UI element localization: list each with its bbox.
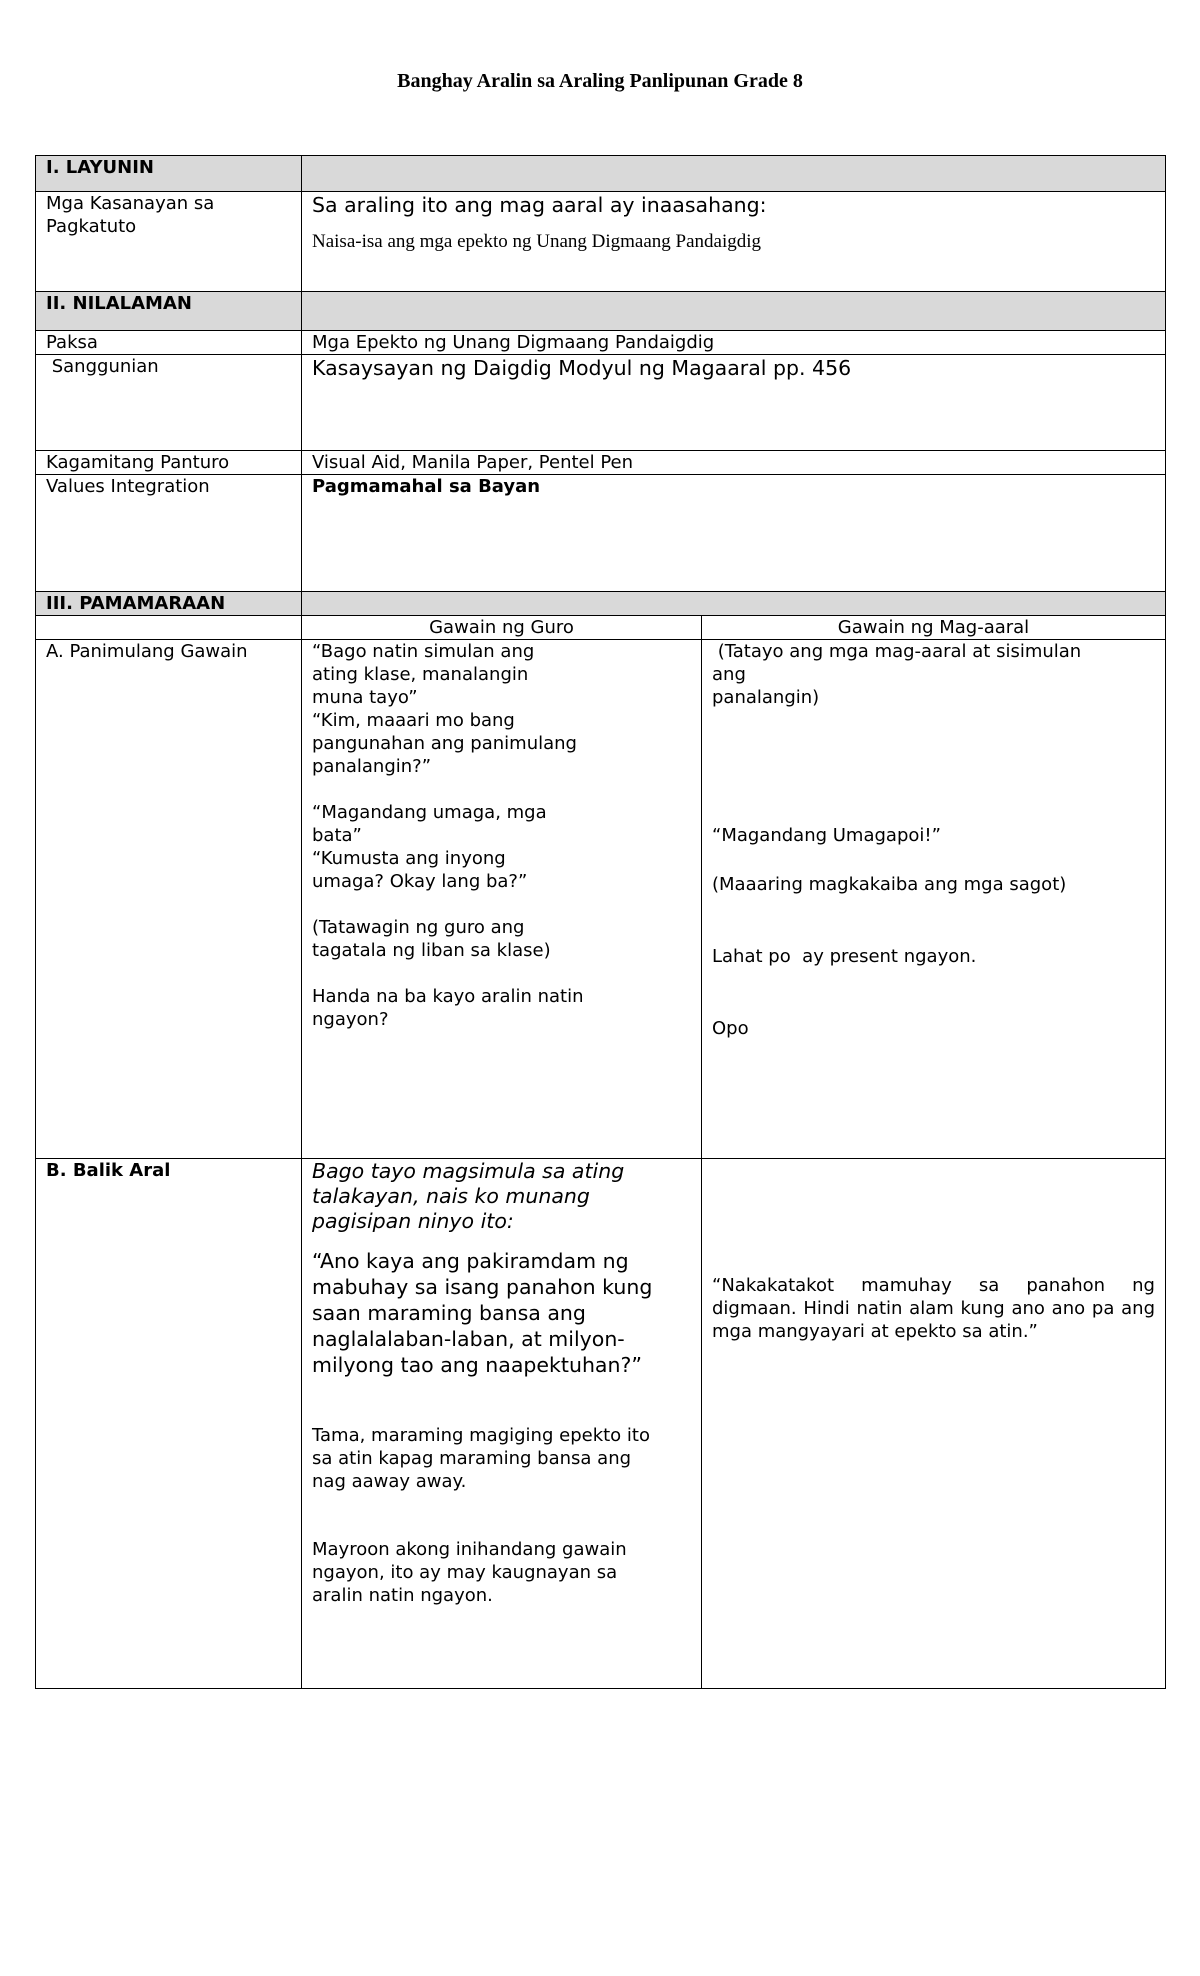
- guro-line: ating klase, manalangin: [312, 664, 529, 685]
- sanggunian-label: Sanggunian: [36, 355, 302, 451]
- balik-aral-label: B. Balik Aral: [36, 1159, 302, 1689]
- magaaral-line: panalangin): [712, 687, 820, 708]
- sanggunian-row: [36, 355, 1166, 451]
- guro-line: “Ano kaya ang pakiramdam ng: [312, 1249, 629, 1273]
- kasanayan-value: [302, 192, 1166, 292]
- panimula-guro: [302, 640, 702, 1159]
- kagamitan-value: Visual Aid, Manila Paper, Pentel Pen: [302, 451, 1166, 475]
- kasanayan-row: [36, 192, 1166, 292]
- section-layunin-row: [36, 156, 1166, 192]
- guro-line: pangunahan ang panimulang: [312, 733, 577, 754]
- balik-aral-row: [36, 1159, 1166, 1689]
- balik-aral-tama: [312, 1424, 691, 1493]
- kasanayan-intro: Sa araling ito ang mag aaral ay inaasahang:: [312, 193, 767, 217]
- balik-aral-magaaral: [702, 1159, 1166, 1689]
- guro-line: ngayon?: [312, 1009, 389, 1030]
- guro-line: umaga? Okay lang ba?”: [312, 871, 528, 892]
- lesson-plan-table: [35, 155, 1166, 1689]
- guro-line: saan maraming bansa ang: [312, 1301, 586, 1325]
- guro-line: naglalalaban-laban, at milyon-: [312, 1327, 625, 1351]
- guro-line: [312, 962, 691, 985]
- magaaral-present: Lahat po ay present ngayon.: [712, 946, 977, 967]
- guro-line: aralin natin ngayon.: [312, 1585, 493, 1606]
- guro-line: “Magandang umaga, mga: [312, 802, 547, 823]
- guro-line: ngayon, ito ay may kaugnayan sa: [312, 1562, 618, 1583]
- panimula-row: [36, 640, 1166, 1159]
- guro-line: Mayroon akong inihandang gawain: [312, 1539, 627, 1560]
- section-nilalaman-row: [36, 292, 1166, 331]
- guro-line: milyong tao ang naapektuhan?”: [312, 1353, 642, 1377]
- magaaral-answers: (Maaaring magkakaiba ang mga sagot): [712, 874, 1067, 895]
- guro-line: Tama, maraming magiging epekto ito: [312, 1425, 650, 1446]
- document-title: Banghay Aralin sa Araling Panlipunan Grade 8: [397, 70, 803, 92]
- guro-line: (Tatawagin ng guro ang: [312, 917, 525, 938]
- section-header-blank: [302, 292, 1166, 331]
- guro-line: sa atin kapag maraming bansa ang: [312, 1448, 632, 1469]
- column-header-magaaral: Gawain ng Mag-aaral: [702, 616, 1166, 640]
- guro-line: “Kumusta ang inyong: [312, 848, 506, 869]
- values-value: Pagmamahal sa Bayan: [302, 475, 1166, 592]
- section-header-layunin: I. LAYUNIN: [36, 156, 302, 192]
- section-header-blank: [302, 592, 1166, 616]
- balik-aral-question: [312, 1248, 691, 1378]
- section-header-pamamaraan: III. PAMAMARAAN: [36, 592, 302, 616]
- column-header-blank: [36, 616, 302, 640]
- guro-line: pagisipan ninyo ito:: [312, 1209, 514, 1233]
- balik-aral-intro: [312, 1159, 691, 1234]
- guro-line: [312, 893, 691, 916]
- kagamitan-label: Kagamitang Panturo: [36, 451, 302, 475]
- guro-line: mabuhay sa isang panahon kung: [312, 1275, 653, 1299]
- guro-line: panalangin?”: [312, 756, 432, 777]
- guro-line: [312, 778, 691, 801]
- values-label: Values Integration: [36, 475, 302, 592]
- balik-aral-answer: “Nakakatakot mamuhay sa panahon ng digmaan. Hindi natin alam kung ano ano pa ang mga mangyayari at epekto sa atin.”: [712, 1275, 1155, 1342]
- section-header-blank: [302, 156, 1166, 192]
- sanggunian-value: Kasaysayan ng Daigdig Modyul ng Magaaral pp. 456: [302, 355, 1166, 451]
- paksa-label: Paksa: [36, 331, 302, 355]
- section-pamamaraan-row: [36, 592, 1166, 616]
- guro-line: tagatala ng liban sa klase): [312, 940, 551, 961]
- balik-aral-gawain: [312, 1538, 691, 1607]
- column-header-guro: Gawain ng Guro: [302, 616, 702, 640]
- guro-line: “Kim, maaari mo bang: [312, 710, 515, 731]
- values-row: [36, 475, 1166, 592]
- magaaral-opo: Opo: [712, 1018, 749, 1039]
- kasanayan-label: Mga Kasanayan sa Pagkatuto: [36, 192, 302, 292]
- guro-line: “Bago natin simulan ang: [312, 641, 535, 662]
- paksa-value: Mga Epekto ng Unang Digmaang Pandaigdig: [302, 331, 1166, 355]
- section-header-nilalaman: II. NILALAMAN: [36, 292, 302, 331]
- guro-line: talakayan, nais ko munang: [312, 1184, 590, 1208]
- guro-line: Handa na ba kayo aralin natin: [312, 986, 584, 1007]
- paksa-row: [36, 331, 1166, 355]
- magaaral-greeting: “Magandang Umagapoi!”: [712, 825, 941, 846]
- magaaral-line: ang: [712, 664, 746, 685]
- balik-aral-guro: [302, 1159, 702, 1689]
- kasanayan-objective: Naisa-isa ang mga epekto ng Unang Digmaang Pandaigdig: [312, 231, 762, 252]
- guro-line: bata”: [312, 825, 362, 846]
- guro-line: Bago tayo magsimula sa ating: [312, 1159, 625, 1183]
- guro-line: nag aaway away.: [312, 1471, 467, 1492]
- kagamitan-row: [36, 451, 1166, 475]
- guro-line: muna tayo”: [312, 687, 418, 708]
- panimula-magaaral: [702, 640, 1166, 1159]
- panimula-label: A. Panimulang Gawain: [36, 640, 302, 1159]
- magaaral-line: (Tatayo ang mga mag-aaral at sisimulan: [712, 641, 1082, 662]
- column-header-row: [36, 616, 1166, 640]
